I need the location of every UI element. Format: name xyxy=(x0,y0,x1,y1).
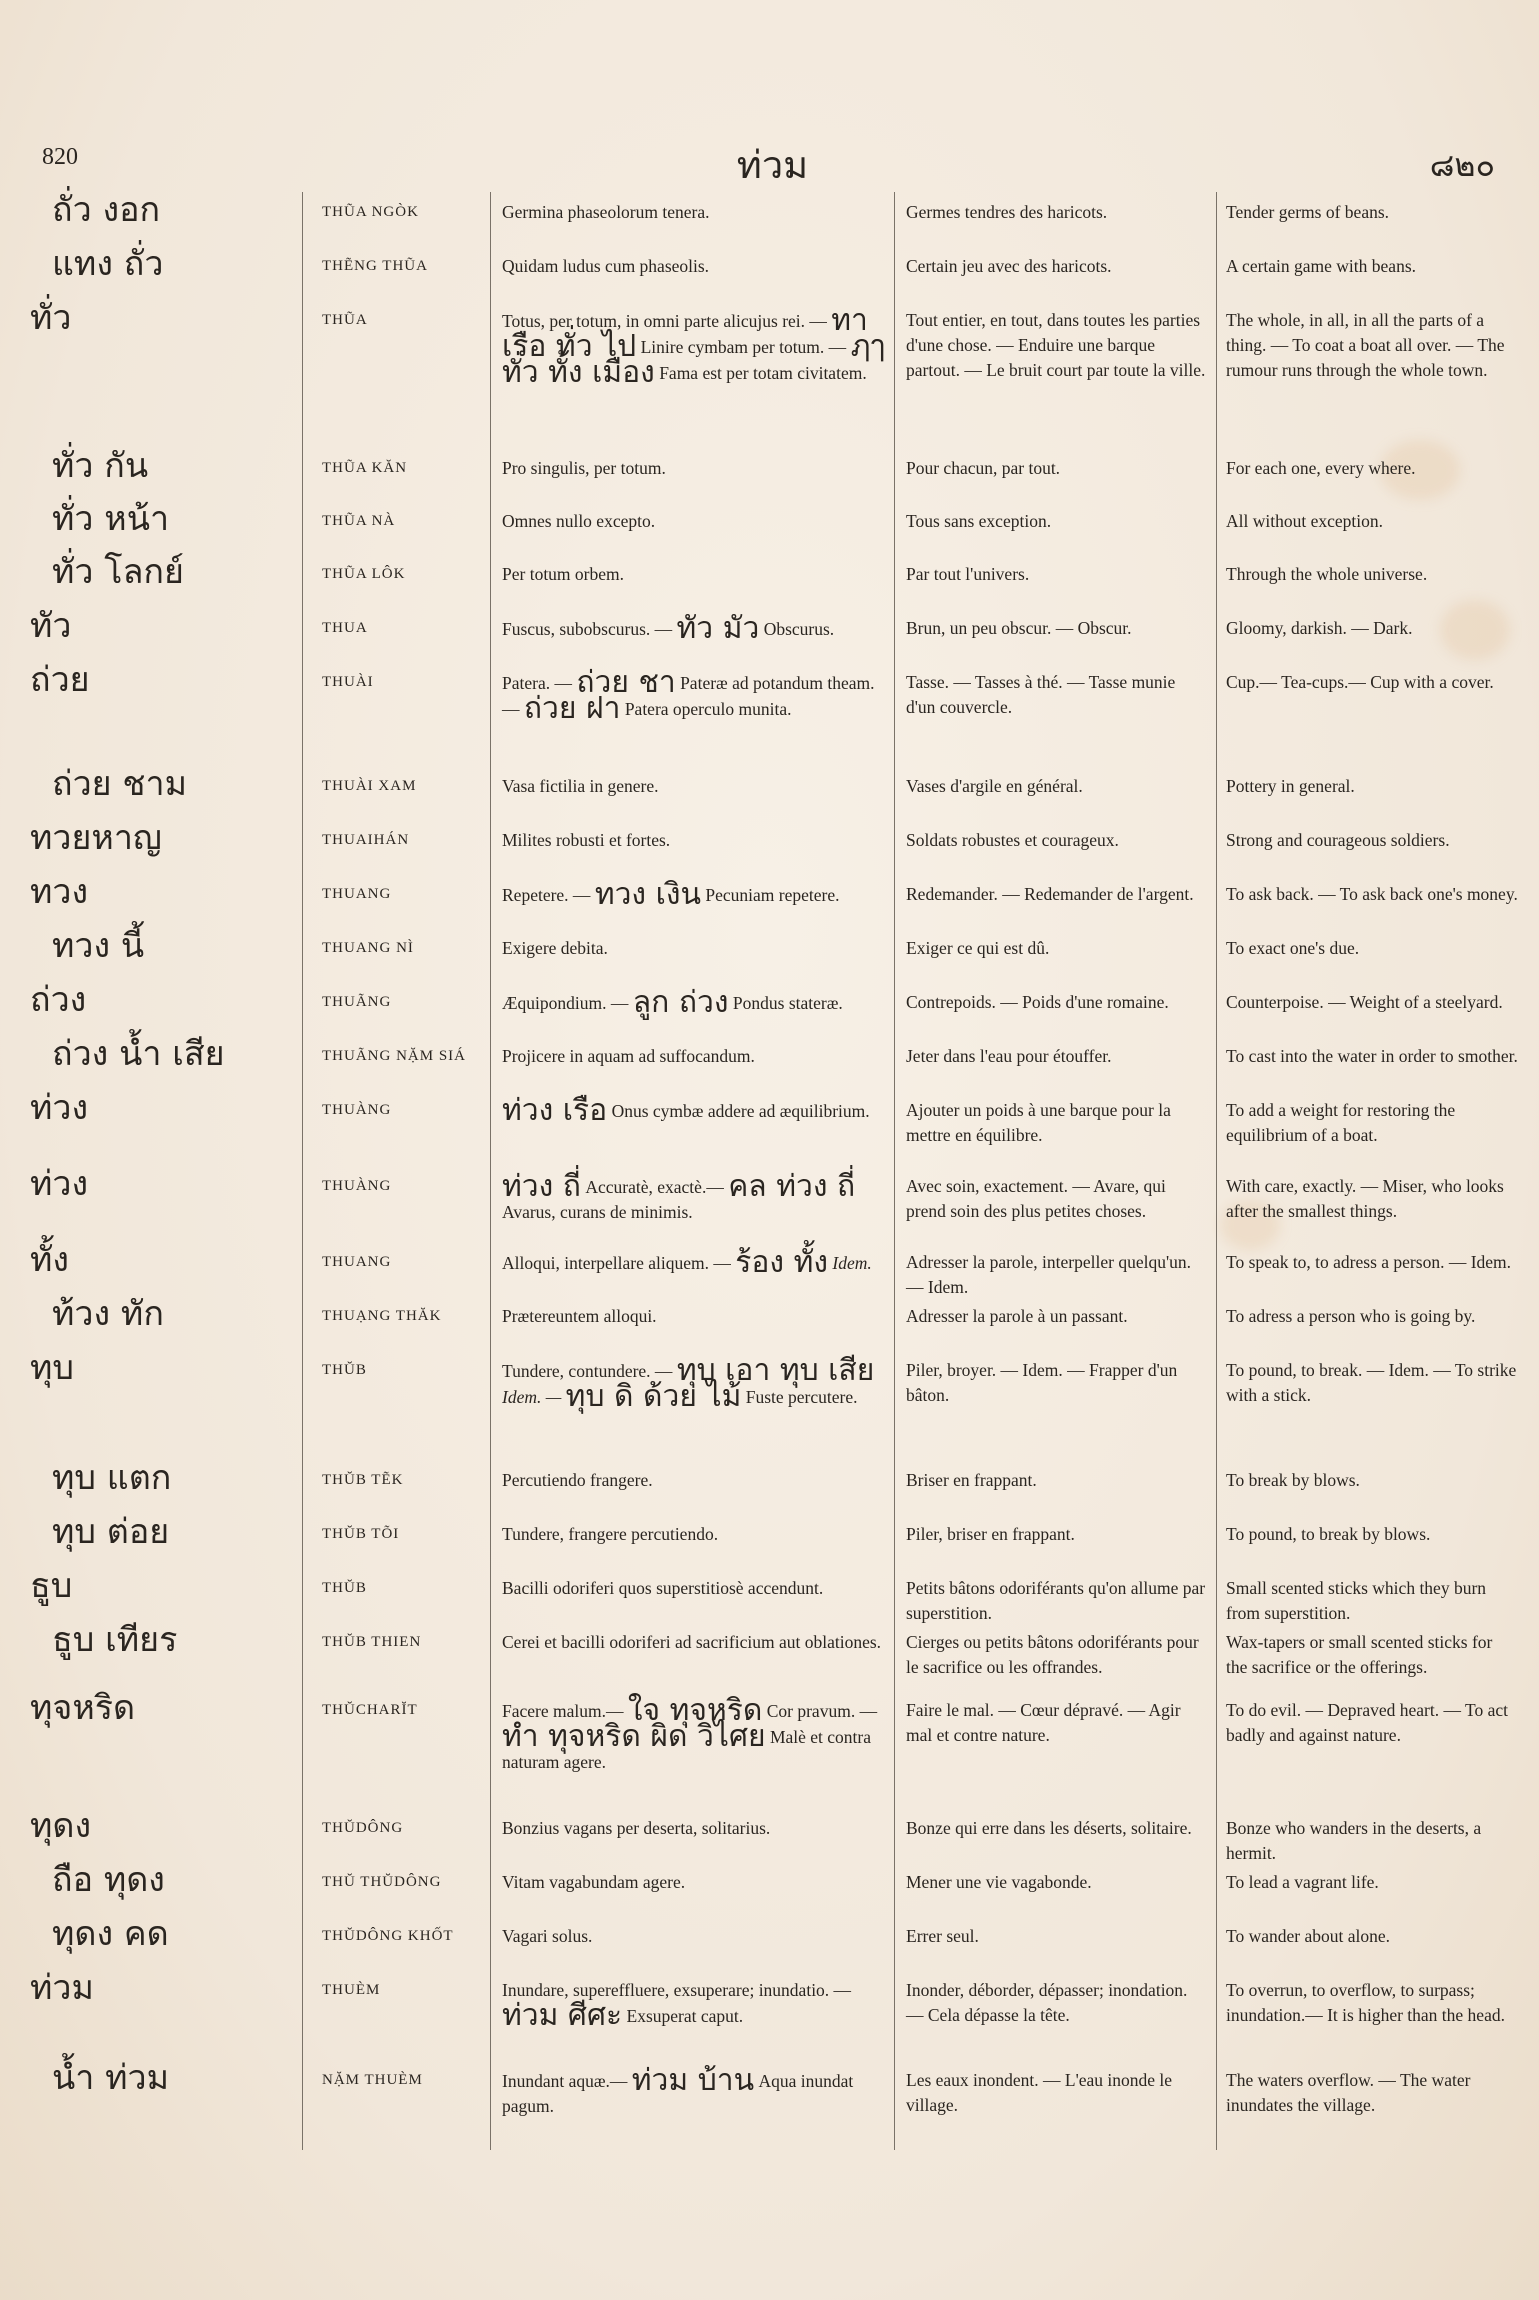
latin-text: Idem. — xyxy=(502,1387,562,1407)
running-head: ท่วม xyxy=(736,143,809,187)
romanization: NẶM THUÈM xyxy=(322,2072,423,2088)
latin-text: Cor pravum. — xyxy=(766,1701,878,1721)
romanization: THŬDÔNG xyxy=(322,1820,404,1836)
thai-example: ท่วม ศีศะ xyxy=(502,1998,623,2033)
english-definition: Pottery in general. xyxy=(1226,776,1355,796)
latin-definition xyxy=(502,1245,888,1280)
latin-text: Tundere, contundere. — xyxy=(502,1361,673,1381)
romanization: THŬ THŬDÔNG xyxy=(322,1874,442,1890)
thai-headword: ถ่วย ชาม xyxy=(52,764,187,804)
latin-text: Pondus stateræ. xyxy=(732,993,843,1013)
french-definition: Errer seul. xyxy=(906,1926,979,1946)
french-definition: Germes tendres des haricots. xyxy=(906,202,1108,222)
latin-definition xyxy=(502,1093,888,1128)
english-definition: To pound, to break. — Idem. — To strike with a stick. xyxy=(1226,1360,1517,1405)
french-definition: Inonder, déborder, dépasser; inondation. — Cela dépasse la tête. xyxy=(906,1980,1188,2025)
thai-example: ถ่วย ชา xyxy=(576,665,676,700)
latin-text: Onus cymbæ addere ad æquilibrium. xyxy=(611,1101,870,1121)
thai-headword: ธูบ xyxy=(30,1566,73,1606)
french-definition: Avec soin, exactement. — Avare, qui prend soin des plus petites choses. xyxy=(906,1176,1166,1221)
thai-example: ร้อง ทั้ง xyxy=(735,1245,829,1280)
thai-headword: แทง ถั่ว xyxy=(52,244,164,284)
thai-headword: ทั่ว โลกย์ xyxy=(52,552,184,592)
latin-text: Repetere. — xyxy=(502,885,591,905)
latin-text: Alloqui, interpellare aliquem. — xyxy=(502,1253,731,1273)
romanization: THUÈM xyxy=(322,1982,381,1998)
french-definition: Cierges ou petits bâtons odoriférants pour le sacrifice ou les offrandes. xyxy=(906,1632,1199,1677)
thai-headword: ทั่ว หน้า xyxy=(52,499,170,539)
english-definition: Counterpoise. — Weight of a steelyard. xyxy=(1226,992,1503,1012)
latin-definition xyxy=(502,1169,888,1225)
thai-headword: ทุจหริด xyxy=(30,1688,136,1728)
romanization: THUANG xyxy=(322,1254,392,1270)
thai-headword: ท่วง xyxy=(30,1164,89,1204)
latin-text: Idem. xyxy=(832,1253,872,1273)
thai-example: ถ่วย ฝา xyxy=(523,691,621,726)
english-definition: For each one, every where. xyxy=(1226,458,1416,478)
romanization: THŬB TẼK xyxy=(322,1472,404,1488)
english-definition: Small scented sticks which they burn from superstition. xyxy=(1226,1578,1487,1623)
thai-example: ท่วง เรือ xyxy=(502,1093,608,1128)
latin-definition xyxy=(502,665,888,726)
thai-headword: ถือ ทุดง xyxy=(52,1860,165,1900)
french-definition: Vases d'argile en général. xyxy=(906,776,1083,796)
latin-definition: Omnes nullo excepto. xyxy=(502,511,656,531)
english-definition: To overrun, to overflow, to surpass; inundation.— It is higher than the head. xyxy=(1226,1980,1505,2025)
romanization: THẼNG THŨA xyxy=(322,258,428,274)
french-definition: Faire le mal. — Cœur dépravé. — Agir mal et contre nature. xyxy=(906,1700,1181,1745)
french-definition: Bonze qui erre dans les déserts, solitaire. xyxy=(906,1818,1192,1838)
romanization: THUANG NÌ xyxy=(322,940,414,956)
thai-headword: ทั่ว กัน xyxy=(52,446,149,486)
romanization: THUAIHÁN xyxy=(322,832,410,848)
english-definition: The whole, in all, in all the parts of a thing. — To coat a boat all over. — The rumour runs through the whole town. xyxy=(1226,310,1505,380)
latin-text: Accuratè, exactè.— xyxy=(585,1177,724,1197)
thai-headword: ทวยหาญ xyxy=(30,818,162,858)
thai-example: ทัว มัว xyxy=(676,611,760,646)
latin-text: Exsuperat caput. xyxy=(626,2006,744,2026)
thai-headword: ท้วง ทัก xyxy=(52,1294,164,1334)
latin-definition xyxy=(502,303,888,390)
french-definition: Les eaux inondent. — L'eau inonde le village. xyxy=(906,2070,1173,2115)
latin-text: Inundare, supereffluere, exsuperare; inundatio. — xyxy=(502,1980,852,2000)
latin-definition: Vagari solus. xyxy=(502,1926,593,1946)
thai-example: ทุบ เอา ทุบ เสีย xyxy=(676,1353,875,1388)
french-definition: Adresser la parole, interpeller quelqu'un. — Idem. xyxy=(906,1252,1191,1297)
latin-text: Patera. — xyxy=(502,673,572,693)
latin-text: Linire cymbam per totum. — xyxy=(640,337,847,357)
latin-definition: Per totum orbem. xyxy=(502,564,624,584)
french-definition: Tous sans exception. xyxy=(906,511,1052,531)
thai-headword: ถั่ว งอก xyxy=(52,190,161,230)
latin-text: Aqua inundat pagum. xyxy=(502,2071,854,2116)
romanization: THUÃNG xyxy=(322,994,392,1010)
thai-headword: ธูบ เทียร xyxy=(52,1620,178,1660)
thai-headword: ทวง นี้ xyxy=(52,926,145,966)
romanization: THŬB xyxy=(322,1580,367,1596)
romanization: THUÀNG xyxy=(322,1102,392,1118)
latin-definition: Bacilli odoriferi quos superstitiosè accendunt. xyxy=(502,1578,824,1598)
thai-example: ลูก ถ่วง xyxy=(632,985,729,1020)
latin-definition xyxy=(502,611,888,646)
latin-text: Totus, per totum, in omni parte alicujus rei. — xyxy=(502,311,827,331)
latin-definition xyxy=(502,2063,888,2119)
english-definition: Gloomy, darkish. — Dark. xyxy=(1226,618,1413,638)
latin-text: Patera operculo munita. xyxy=(624,699,792,719)
french-definition: Ajouter un poids à une barque pour la mettre en équilibre. xyxy=(906,1100,1171,1145)
thai-headword: ถ่วง น้ำ เสีย xyxy=(52,1034,225,1074)
english-definition: To break by blows. xyxy=(1226,1470,1360,1490)
latin-definition: Prætereuntem alloqui. xyxy=(502,1306,657,1326)
english-definition: Through the whole universe. xyxy=(1226,564,1428,584)
english-definition: Bonze who wanders in the deserts, a hermit. xyxy=(1226,1818,1482,1863)
latin-text: Malè et contra naturam agere. xyxy=(502,1727,872,1772)
thai-example: ใจ ทุจหริด xyxy=(627,1693,763,1728)
romanization: THŨA NGÒK xyxy=(322,204,419,220)
page-number: 820 xyxy=(42,144,78,170)
english-definition: To exact one's due. xyxy=(1226,938,1360,958)
english-definition: Strong and courageous soldiers. xyxy=(1226,830,1450,850)
thai-headword: ทุบ xyxy=(30,1348,74,1388)
latin-text: Fuste percutere. xyxy=(745,1387,858,1407)
thai-headword: ทุบ แตก xyxy=(52,1458,172,1498)
latin-text: Obscurus. xyxy=(763,619,835,639)
english-definition: With care, exactly. — Miser, who looks after the smallest things. xyxy=(1226,1176,1504,1221)
latin-definition: Germina phaseolorum tenera. xyxy=(502,202,710,222)
french-definition: Redemander. — Redemander de l'argent. xyxy=(906,884,1194,904)
latin-text: Æquipondium. — xyxy=(502,993,629,1013)
latin-definition: Vasa fictilia in genere. xyxy=(502,776,659,796)
latin-definition: Pro singulis, per totum. xyxy=(502,458,666,478)
latin-definition xyxy=(502,877,888,912)
french-definition: Tout entier, en tout, dans toutes les parties d'une chose. — Enduire une barque partout. — Le bruit court par toute la ville. xyxy=(906,310,1206,380)
thai-headword: น้ำ ท่วม xyxy=(52,2058,170,2098)
romanization: THUÀI XAM xyxy=(322,778,417,794)
english-definition: To ask back. — To ask back one's money. xyxy=(1226,884,1518,904)
french-definition: Par tout l'univers. xyxy=(906,564,1030,584)
french-definition: Contrepoids. — Poids d'une romaine. xyxy=(906,992,1169,1012)
french-definition: Certain jeu avec des haricots. xyxy=(906,256,1112,276)
english-definition: To wander about alone. xyxy=(1226,1926,1390,1946)
latin-definition: Tundere, frangere percutiendo. xyxy=(502,1524,719,1544)
romanization: THUANG xyxy=(322,886,392,902)
romanization: THŬB TÕI xyxy=(322,1526,400,1542)
french-definition: Adresser la parole à un passant. xyxy=(906,1306,1128,1326)
thai-example: ท่วง ถี่ xyxy=(502,1169,581,1204)
thai-headword: ทัว xyxy=(30,606,72,646)
romanization: THŬB THIEN xyxy=(322,1634,422,1650)
romanization: THUÀNG xyxy=(322,1178,392,1194)
latin-definition: Vitam vagabundam agere. xyxy=(502,1872,686,1892)
english-definition: All without exception. xyxy=(1226,511,1383,531)
french-definition: Petits bâtons odoriférants qu'on allume par superstition. xyxy=(906,1578,1206,1623)
thai-example: ท่วม บ้าน xyxy=(631,2063,755,2098)
english-definition: A certain game with beans. xyxy=(1226,256,1417,276)
english-definition: Wax-tapers or small scented sticks for the sacrifice or the offerings. xyxy=(1226,1632,1493,1677)
english-definition: To do evil. — Depraved heart. — To act badly and against nature. xyxy=(1226,1700,1508,1745)
latin-text: Inundant aquæ.— xyxy=(502,2071,628,2091)
latin-definition: Percutiendo frangere. xyxy=(502,1470,653,1490)
english-definition: The waters overflow. — The water inundates the village. xyxy=(1226,2070,1471,2115)
romanization: THŨA LÔK xyxy=(322,566,406,582)
thai-headword: ถ่วง xyxy=(30,980,87,1020)
english-definition: To pound, to break by blows. xyxy=(1226,1524,1431,1544)
thai-headword: ทวง xyxy=(30,872,89,912)
thai-headword: ทั้ง xyxy=(30,1240,70,1280)
latin-text: Pateræ ad potandum theam. — xyxy=(502,673,875,719)
romanization: THUA xyxy=(322,620,368,636)
thai-example: ทวง เงิน xyxy=(594,877,702,912)
thai-example: ฦๅ ทั่ว ทั้ง เมือง xyxy=(502,329,885,390)
french-definition: Brun, un peu obscur. — Obscur. xyxy=(906,618,1132,638)
latin-definition xyxy=(502,1693,888,1775)
romanization: THŬCHARĬT xyxy=(322,1702,418,1718)
thai-example: ทุบ ดิ ด้วย ไม้ xyxy=(565,1379,742,1414)
french-definition: Tasse. — Tasses à thé. — Tasse munie d'un couvercle. xyxy=(906,672,1176,717)
english-definition: To lead a vagrant life. xyxy=(1226,1872,1379,1892)
thai-headword: ทุดง คด xyxy=(52,1914,169,1954)
thai-headword: ท่วม xyxy=(30,1968,94,2008)
latin-definition: Cerei et bacilli odoriferi ad sacrificium aut oblationes. xyxy=(502,1632,882,1652)
latin-definition: Bonzius vagans per deserta, solitarius. xyxy=(502,1818,771,1838)
latin-definition: Projicere in aquam ad suffocandum. xyxy=(502,1046,755,1066)
romanization: THŬDÔNG KHỐT xyxy=(322,1928,454,1944)
latin-definition xyxy=(502,1353,888,1414)
english-definition: To adress a person who is going by. xyxy=(1226,1306,1476,1326)
thai-headword: ทุดง xyxy=(30,1806,92,1846)
latin-text: Fama est per totam civitatem. xyxy=(659,363,867,383)
latin-text: Fuscus, subobscurus. — xyxy=(502,619,673,639)
french-definition: Pour chacun, par tout. xyxy=(906,458,1061,478)
english-definition: Cup.— Tea-cups.— Cup with a cover. xyxy=(1226,672,1494,692)
french-definition: Exiger ce qui est dû. xyxy=(906,938,1050,958)
thai-example: ทำ ทุจหริด ผิด วิไศย xyxy=(502,1719,766,1754)
thai-page-number: ๘๒๐ xyxy=(1429,146,1495,184)
french-definition: Piler, broyer. — Idem. — Frapper d'un bâton. xyxy=(906,1360,1178,1405)
french-definition: Mener une vie vagabonde. xyxy=(906,1872,1092,1892)
latin-definition: Quidam ludus cum phaseolis. xyxy=(502,256,710,276)
thai-example: ทา เรือ ทั่ว ไป xyxy=(502,303,868,364)
thai-headword: ทั่ว xyxy=(30,298,72,338)
romanization: THUÀI xyxy=(322,674,374,690)
latin-text: Avarus, curans de minimis. xyxy=(502,1202,693,1222)
romanization: THUẠNG THĂK xyxy=(322,1308,442,1324)
french-definition: Piler, briser en frappant. xyxy=(906,1524,1075,1544)
romanization: THUÃNG NẶM SIÁ xyxy=(322,1048,466,1064)
english-definition: To add a weight for restoring the equilibrium of a boat. xyxy=(1226,1100,1456,1145)
romanization: THŨA xyxy=(322,312,368,328)
thai-example: คล ท่วง ถี่ xyxy=(728,1169,856,1204)
latin-definition xyxy=(502,1978,888,2033)
latin-definition: Milites robusti et fortes. xyxy=(502,830,671,850)
latin-text: Facere malum.— xyxy=(502,1701,624,1721)
latin-definition: Exigere debita. xyxy=(502,938,608,958)
english-definition: Tender germs of beans. xyxy=(1226,202,1390,222)
thai-headword: ท่วง xyxy=(30,1088,89,1128)
romanization: THŬB xyxy=(322,1362,367,1378)
latin-text: Pecuniam repetere. xyxy=(705,885,840,905)
french-definition: Soldats robustes et courageux. xyxy=(906,830,1119,850)
english-definition: To speak to, to adress a person. — Idem. xyxy=(1226,1252,1512,1272)
romanization: THŨA NÀ xyxy=(322,513,396,529)
thai-headword: ทุบ ต่อย xyxy=(52,1512,170,1552)
french-definition: Briser en frappant. xyxy=(906,1470,1037,1490)
french-definition: Jeter dans l'eau pour étouffer. xyxy=(906,1046,1112,1066)
romanization: THŨA KĂN xyxy=(322,460,408,476)
thai-headword: ถ่วย xyxy=(30,660,90,700)
english-definition: To cast into the water in order to smother. xyxy=(1226,1046,1518,1066)
latin-definition xyxy=(502,985,888,1020)
